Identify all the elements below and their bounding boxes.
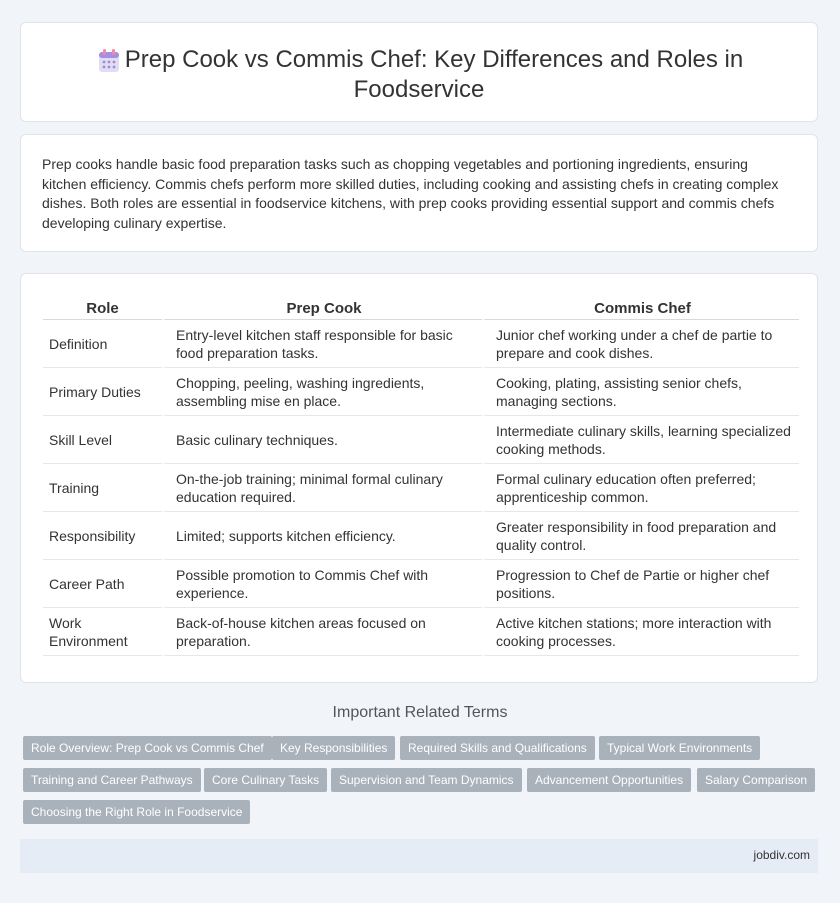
table-row	[43, 464, 799, 512]
related-tag[interactable]: Role Overview: Prep Cook vs Commis Chef	[23, 736, 272, 760]
related-tag[interactable]: Required Skills and Qualifications	[400, 736, 595, 760]
table-cell-prep-cook: Back-of-house kitchen areas focused on preparation.	[162, 608, 482, 656]
table-row	[43, 512, 799, 560]
table-cell-role: Career Path	[43, 560, 162, 608]
table-header-role: Role	[43, 298, 162, 320]
table-cell-commis-chef: Junior chef working under a chef de partie to prepare and cook dishes.	[482, 320, 799, 368]
comparison-table	[43, 298, 799, 656]
related-tag[interactable]: Supervision and Team Dynamics	[331, 768, 522, 792]
table-row	[43, 368, 799, 416]
intro-card	[20, 134, 818, 252]
related-tag[interactable]: Choosing the Right Role in Foodservice	[23, 800, 250, 824]
table-cell-prep-cook: Basic culinary techniques.	[162, 416, 482, 464]
table-cell-commis-chef: Formal culinary education often preferred; apprenticeship common.	[482, 464, 799, 512]
table-header-prep-cook: Prep Cook	[162, 298, 482, 320]
related-tag[interactable]: Key Responsibilities	[272, 736, 395, 760]
table-header-commis-chef: Commis Chef	[482, 298, 799, 320]
table-cell-role: Primary Duties	[43, 368, 162, 416]
table-cell-commis-chef: Active kitchen stations; more interaction with cooking processes.	[482, 608, 799, 656]
table-cell-commis-chef: Greater responsibility in food preparation and quality control.	[482, 512, 799, 560]
table-cell-commis-chef: Cooking, plating, assisting senior chefs, managing sections.	[482, 368, 799, 416]
table-header-row	[43, 298, 799, 320]
table-cell-commis-chef: Progression to Chef de Partie or higher chef positions.	[482, 560, 799, 608]
table-cell-prep-cook: On-the-job training; minimal formal culinary education required.	[162, 464, 482, 512]
table-cell-prep-cook: Limited; supports kitchen efficiency.	[162, 512, 482, 560]
table-cell-role: Definition	[43, 320, 162, 368]
related-tag[interactable]: Advancement Opportunities	[527, 768, 691, 792]
table-row	[43, 320, 799, 368]
table-row	[43, 608, 799, 656]
related-tag[interactable]: Training and Career Pathways	[23, 768, 201, 792]
table-row	[43, 560, 799, 608]
table-row	[43, 416, 799, 464]
table-cell-role: Training	[43, 464, 162, 512]
related-terms-title: Important Related Terms	[332, 704, 508, 721]
intro-paragraph: Prep cooks handle basic food preparation tasks such as chopping vegetables and portioning ingredients, ensuring kitchen efficiency. Commis chefs perform more skilled duties, including cooking and assisting chefs in creating complex dishes. Both roles are essential in foodservice kitchens, with prep cooks providing essential support and commis chefs developing culinary expertise.	[42, 156, 779, 231]
related-tag[interactable]: Salary Comparison	[697, 768, 815, 792]
page-title-line-1: Prep Cook vs Commis Chef: Key Differences and Roles in	[124, 46, 744, 73]
related-tag[interactable]: Typical Work Environments	[599, 736, 760, 760]
table-cell-commis-chef: Intermediate culinary skills, learning specialized cooking methods.	[482, 416, 799, 464]
table-cell-prep-cook: Possible promotion to Commis Chef with experience.	[162, 560, 482, 608]
table-cell-prep-cook: Entry-level kitchen staff responsible for basic food preparation tasks.	[162, 320, 482, 368]
comparison-table-card	[20, 273, 818, 683]
footer	[20, 839, 818, 873]
footer-site-link[interactable]: jobdiv.com	[753, 848, 810, 862]
table-cell-prep-cook: Chopping, peeling, washing ingredients, assembling mise en place.	[162, 368, 482, 416]
table-cell-role: Responsibility	[43, 512, 162, 560]
table-cell-role: Skill Level	[43, 416, 162, 464]
title-card	[20, 22, 818, 122]
related-tag[interactable]: Core Culinary Tasks	[204, 768, 327, 792]
page-title-line-2: Foodservice	[353, 76, 485, 103]
page-title	[21, 45, 817, 105]
table-cell-role: Work Environment	[43, 608, 162, 656]
